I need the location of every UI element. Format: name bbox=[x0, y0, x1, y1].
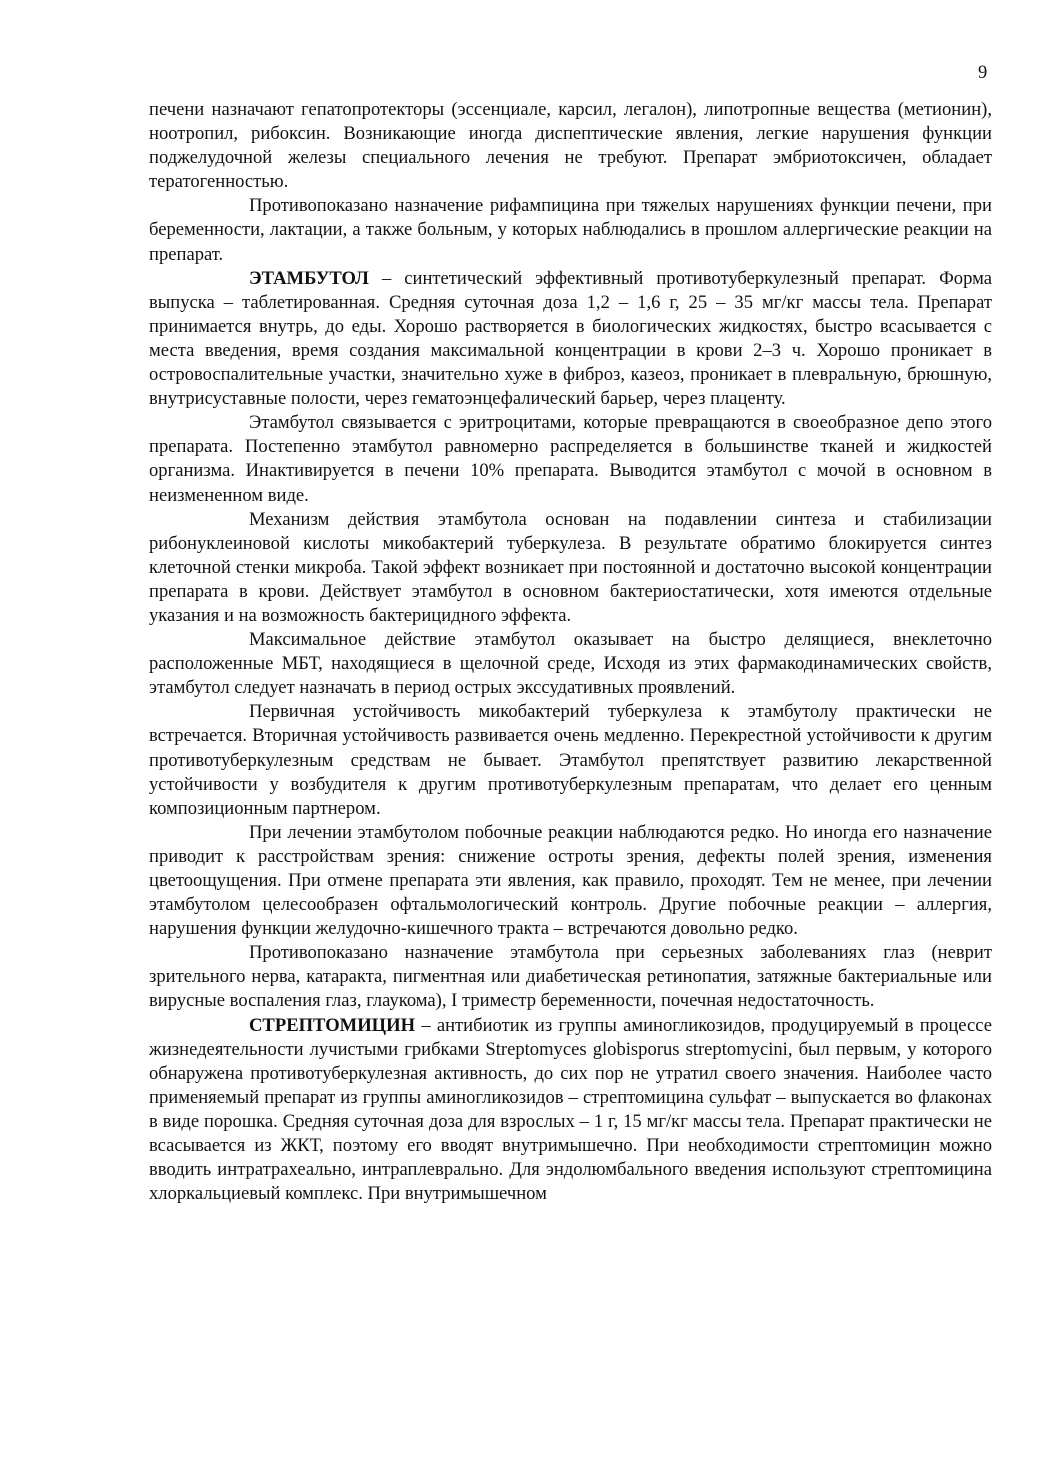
paragraph-text: печени назначают гепатопротекторы (эссенциале, карсил, легалон), липотропные вещества (метионин), ноотропил, рибоксин. Возникающие иногда диспептические явления, легкие нарушения функции поджелудочной железы специального лечения не требуют. Препарат эмбриотоксичен, обладает тератогенностью. bbox=[149, 99, 992, 193]
paragraph bbox=[149, 267, 992, 412]
paragraph-text: Первичная устойчивость микобактерий туберкулеза к этамбутолу практически не встречается. Вторичная устойчивость развивается очень медленно. Перекрестной устойчивости к другим противотуберкулезным средствам не бывает. Этамбутол препятствует развитию лекарственной устойчивости у возбудителя к другим противотуберкулезным препаратам, что делает его ценным композиционным партнером. bbox=[149, 701, 992, 819]
paragraph bbox=[149, 941, 992, 1013]
paragraph-text: – антибиотик из группы аминогликозидов, продуцируемый в процессе жизнедеятельности лучистыми грибками Streptomyces globisporus streptomycini, был первым, у которого обнаружена противотуберкулезная активность, до сих пор не утратил своего значения. Наиболее часто применяемый препарат из группы аминогликозидов – стрептомицина сульфат – выпускается во флаконах в виде порошка. Средняя суточная доза для взрослых – 1 г, 15 мг/кг массы тела. Препарат практически не всасывается из ЖКТ, поэтому его вводят внутримышечно. При необходимости стрептомицин можно вводить интратрахеально, интраплеврально. Для эндолюмбального введения используют стрептомицина хлоркальциевый комплекс. При внутримышечном bbox=[149, 1014, 992, 1205]
drug-term: СТРЕПТОМИЦИН bbox=[249, 1014, 416, 1036]
paragraph bbox=[149, 194, 992, 266]
paragraph bbox=[149, 700, 992, 820]
paragraph-text: Противопоказано назначение рифампицина при тяжелых нарушениях функции печени, при беременности, лактации, а также больным, у которых наблюдались в прошлом аллергические реакции на препарат. bbox=[149, 195, 992, 265]
paragraph bbox=[149, 508, 992, 628]
page-body bbox=[149, 98, 992, 1206]
paragraph-text: Механизм действия этамбутола основан на подавлении синтеза и стабилизации рибонуклеиновой кислоты микобактерий туберкулеза. В результате обратимо блокируется синтез клеточной стенки микроба. Такой эффект возникает при постоянной и достаточно высокой концентрации препарата в крови. Действует этамбутол в основном бактериостатически, хотя имеются отдельные указания и на возможность бактерицидного эффекта. bbox=[149, 508, 992, 626]
paragraph bbox=[149, 821, 992, 941]
paragraph-text: При лечении этамбутолом побочные реакции наблюдаются редко. Но иногда его назначение приводит к расстройствам зрения: снижение остроты зрения, дефекты полей зрения, изменения цветоощущения. При отмене препарата эти явления, как правило, проходят. Тем не менее, при лечении этамбутолом целесообразен офтальмологический контроль. Другие побочные реакции – аллергия, нарушения функции желудочно-кишечного тракта – встречаются довольно редко. bbox=[149, 821, 992, 940]
paragraph bbox=[149, 628, 992, 700]
drug-term: ЭТАМБУТОЛ bbox=[249, 267, 369, 289]
paragraph-text: Этамбутол связывается с эритроцитами, которые превращаются в своеобразное депо этого препарата. Постепенно этамбутол равномерно распределяется в большинстве тканей и жидкостей организма. Инактивируется в печени 10% препарата. Выводится этамбутол с мочой в основном в неизмененном виде. bbox=[149, 412, 992, 506]
paragraph bbox=[149, 411, 992, 507]
paragraph-text: Противопоказано назначение этамбутола при серьезных заболеваниях глаз (неврит зрительного нерва, катаракта, пигментная или диабетическая ретинопатия, затяжные бактериальные или вирусные воспаления глаз, глаукома), I триместр беременности, почечная недостаточность. bbox=[149, 942, 992, 1012]
paragraph-text: – синтетический эффективный противотуберкулезный препарат. Форма выпуска – таблетированная. Средняя суточная доза 1,2 – 1,6 г, 25 – 35 мг/кг массы тела. Препарат принимается внутрь, до еды. Хорошо растворяется в биологических жидкостях, быстро всасывается с места введения, время создания максимальной концентрации в крови 2–3 ч. Хорошо проникает в островоспалительные участки, значительно хуже в фиброз, казеоз, проникает в плевральную, брюшную, внутрисуставные полости, через гематоэнцефалический барьер, через плаценту. bbox=[149, 267, 992, 410]
page-number: 9 bbox=[978, 63, 988, 83]
paragraph bbox=[149, 1014, 992, 1207]
paragraph bbox=[149, 98, 992, 194]
paragraph-text: Максимальное действие этамбутол оказывает на быстро делящиеся, внеклеточно расположенные МБТ, находящиеся в щелочной среде, Исходя из этих фармакодинамических свойств, этамбутол следует назначать в период острых экссудативных проявлений. bbox=[149, 629, 992, 699]
